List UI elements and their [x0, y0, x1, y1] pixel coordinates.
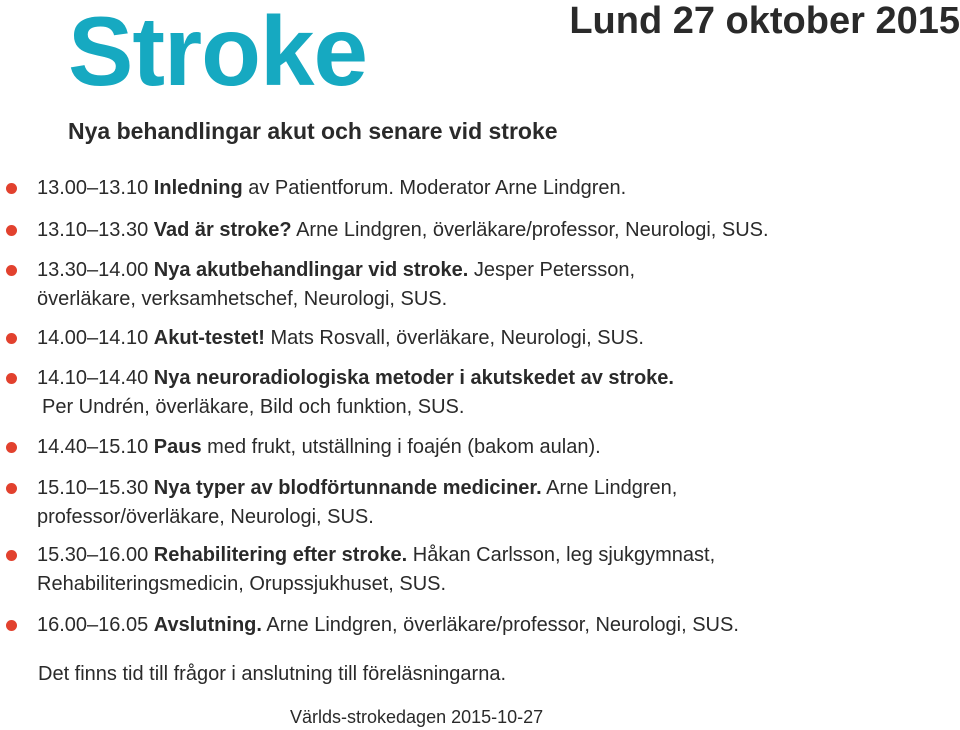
agenda-details: med frukt, utställning i foajén (bakom aulan). — [207, 436, 601, 458]
agenda-details: Håkan Carlsson, leg sjukgymnast, — [412, 544, 716, 566]
event-title: Stroke — [68, 0, 368, 106]
bullet-icon — [6, 225, 17, 236]
bullet-icon — [6, 442, 17, 453]
agenda-time: 16.00–16.05 — [37, 614, 149, 636]
agenda-details: Mats Rosvall, överläkare, Neurologi, SUS. — [270, 327, 644, 349]
agenda-topic: Nya typer av blodförtunnande mediciner. — [153, 477, 542, 499]
agenda-topic: Akut-testet! — [153, 327, 265, 349]
agenda-details: Arne Lindgren, överläkare/professor, Neurologi, SUS. — [296, 219, 769, 241]
agenda-time: 15.10–15.30 — [37, 477, 149, 499]
agenda-time: 13.10–13.30 — [37, 219, 149, 241]
bullet-icon — [6, 265, 17, 276]
agenda-details: Arne Lindgren, överläkare/professor, Neurologi, SUS. — [266, 614, 739, 636]
bullet-icon — [6, 620, 17, 631]
agenda-time: 15.30–16.00 — [37, 544, 149, 566]
bullet-icon — [6, 550, 17, 561]
agenda-time: 13.00–13.10 — [37, 177, 149, 199]
agenda-topic: Inledning — [153, 177, 243, 199]
agenda-details-continued: professor/överläkare, Neurologi, SUS. — [37, 506, 374, 528]
agenda-details-continued: överläkare, verksamhetschef, Neurologi, SUS. — [37, 288, 448, 310]
bullet-icon — [6, 333, 17, 344]
agenda-details: av Patientforum. Moderator Arne Lindgren. — [248, 177, 627, 199]
agenda-details: Jesper Petersson, — [473, 259, 636, 281]
agenda-topic: Vad är stroke? — [153, 219, 292, 241]
agenda-details: Arne Lindgren, — [546, 477, 678, 499]
agenda-topic: Avslutning. — [153, 614, 262, 636]
agenda-time: 14.40–15.10 — [37, 436, 149, 458]
footer-text: Världs-strokedagen 2015-10-27 — [290, 707, 544, 727]
event-subtitle: Nya behandlingar akut och senare vid stroke — [68, 118, 558, 144]
agenda-topic: Nya neuroradiologiska metoder i akutskedet av stroke. — [153, 367, 674, 389]
questions-note: Det finns tid till frågor i anslutning till föreläsningarna. — [38, 663, 507, 685]
bullet-icon — [6, 483, 17, 494]
agenda-details-continued: Per Undrén, överläkare, Bild och funktion, SUS. — [42, 396, 465, 418]
agenda-time: 13.30–14.00 — [37, 259, 149, 281]
agenda-topic: Paus — [153, 436, 202, 458]
bullet-icon — [6, 373, 17, 384]
agenda-details-continued: Rehabiliteringsmedicin, Orupssjukhuset, SUS. — [37, 573, 447, 595]
agenda-topic: Nya akutbehandlingar vid stroke. — [153, 259, 469, 281]
agenda-topic: Rehabilitering efter stroke. — [153, 544, 408, 566]
agenda-time: 14.00–14.10 — [37, 327, 149, 349]
bullet-icon — [6, 183, 17, 194]
event-date: Lund 27 oktober 2015 — [569, 0, 960, 42]
agenda-time: 14.10–14.40 — [37, 367, 149, 389]
